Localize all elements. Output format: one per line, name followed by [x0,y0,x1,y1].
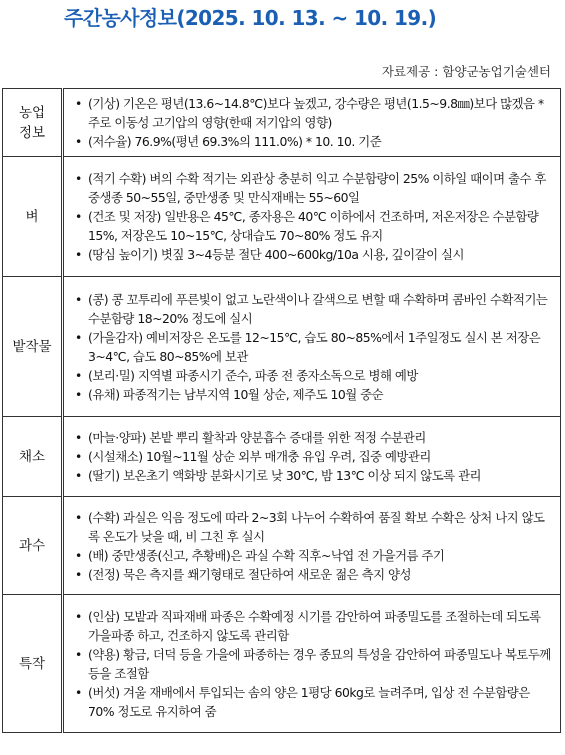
list-item: • (인삼) 모밭과 직파재배 파종은 수확예정 시기를 감안하여 파종밀도를 조절하는데 되도록 가을파종 하고, 건조하지 않도록 관리함 [74,607,554,645]
table-row [3,497,561,595]
list-item: • (보리·밀) 지역별 파종시기 준수, 파종 전 종자소독으로 병해 예방 [74,366,554,385]
list-item: • (약용) 황금, 더덕 등을 가을에 파종하는 경우 종묘의 특성을 감안하여 파종밀도나 복토두께 등을 조절함 [74,645,554,683]
info-list [74,607,554,721]
table-row [3,89,561,157]
list-item: • (콩) 콩 꼬투리에 푸른빛이 없고 노란색이나 갈색으로 변할 때 수확하며 콤바인 수확적기는 수분함량 18~20% 정도에 실시 [74,290,554,328]
list-item: • (적기 수확) 벼의 수확 적기는 외관상 충분히 익고 수분함량이 25% 이하일 때이며 출수 후 중생종 50~55일, 중만생종 및 만식재배는 55~60일 [74,169,554,207]
table-row [3,277,561,417]
page-title: 주간농사정보(2025. 10. 13. ~ 10. 19.) [64,6,437,30]
info-list [74,428,554,485]
category-label: 과수 [3,497,63,595]
category-label: 특작 [3,595,63,733]
category-label: 밭작물 [3,277,63,417]
table-row [3,595,561,733]
category-label: 채소 [3,417,63,497]
list-item: • (시설채소) 10월~11월 상순 외부 매개충 유입 우려, 집중 예방관리 [74,447,554,466]
list-item: • (버섯) 겨울 재배에서 투입되는 솜의 양은 1평당 60kg로 늘려주며, 입상 전 수분함량은 70% 정도로 유지하여 줌 [74,683,554,721]
source-credit: 자료제공 : 함양군농업기술센터 [381,64,551,79]
info-list [74,290,554,404]
info-list [74,94,554,151]
farming-info-table [2,88,561,733]
table-row [3,417,561,497]
list-item: • (마늘·양파) 본밭 뿌리 활착과 양분흡수 증대를 위한 적정 수분관리 [74,428,554,447]
list-item: • (딸기) 보온초기 액화방 분화시기로 낮 30℃, 밤 13℃ 이상 되지 않도록 관리 [74,466,554,485]
list-item: • (전정) 묵은 측지를 쐐기형태로 절단하여 새로운 젊은 측지 양성 [74,565,554,584]
list-item: • (땅심 높이기) 볏짚 3~4등분 절단 400~600kg/10a 시용, 깊이갈이 실시 [74,245,554,264]
list-item: • (저수율) 76.9%(평년 69.3%의 111.0%) * 10. 10. 기준 [74,132,554,151]
category-label: 벼 [3,157,63,277]
info-list [74,169,554,264]
list-item: • (가을감자) 예비저장은 온도를 12~15℃, 습도 80~85%에서 1주일정도 실시 본 저장은 3~4℃, 습도 80~85%에 보관 [74,328,554,366]
list-item: • (기상) 기온은 평년(13.6~14.8℃)보다 높겠고, 강수량은 평년(1.5~9.8㎜)보다 많겠음 * 주로 이동성 고기압의 영향(한때 저기압의 영향) [74,94,554,132]
table-row [3,157,561,277]
list-item: • (배) 중만생종(신고, 추황배)은 과실 수확 직후~낙엽 전 가을거름 주기 [74,546,554,565]
list-item: • (유채) 파종적기는 남부지역 10월 상순, 제주도 10월 중순 [74,385,554,404]
info-list [74,508,554,584]
list-item: • (수확) 과실은 익음 정도에 따라 2~3회 나누어 수확하여 품질 확보 수확은 상처 나지 않도록 온도가 낮을 때, 비 그친 후 실시 [74,508,554,546]
category-label: 농업 정보 [3,89,63,157]
list-item: • (건조 및 저장) 일반용은 45℃, 종자용은 40℃ 이하에서 건조하며, 저온저장은 수분함량 15%, 저장온도 10~15℃, 상대습도 70~80% 정도 유지 [74,207,554,245]
